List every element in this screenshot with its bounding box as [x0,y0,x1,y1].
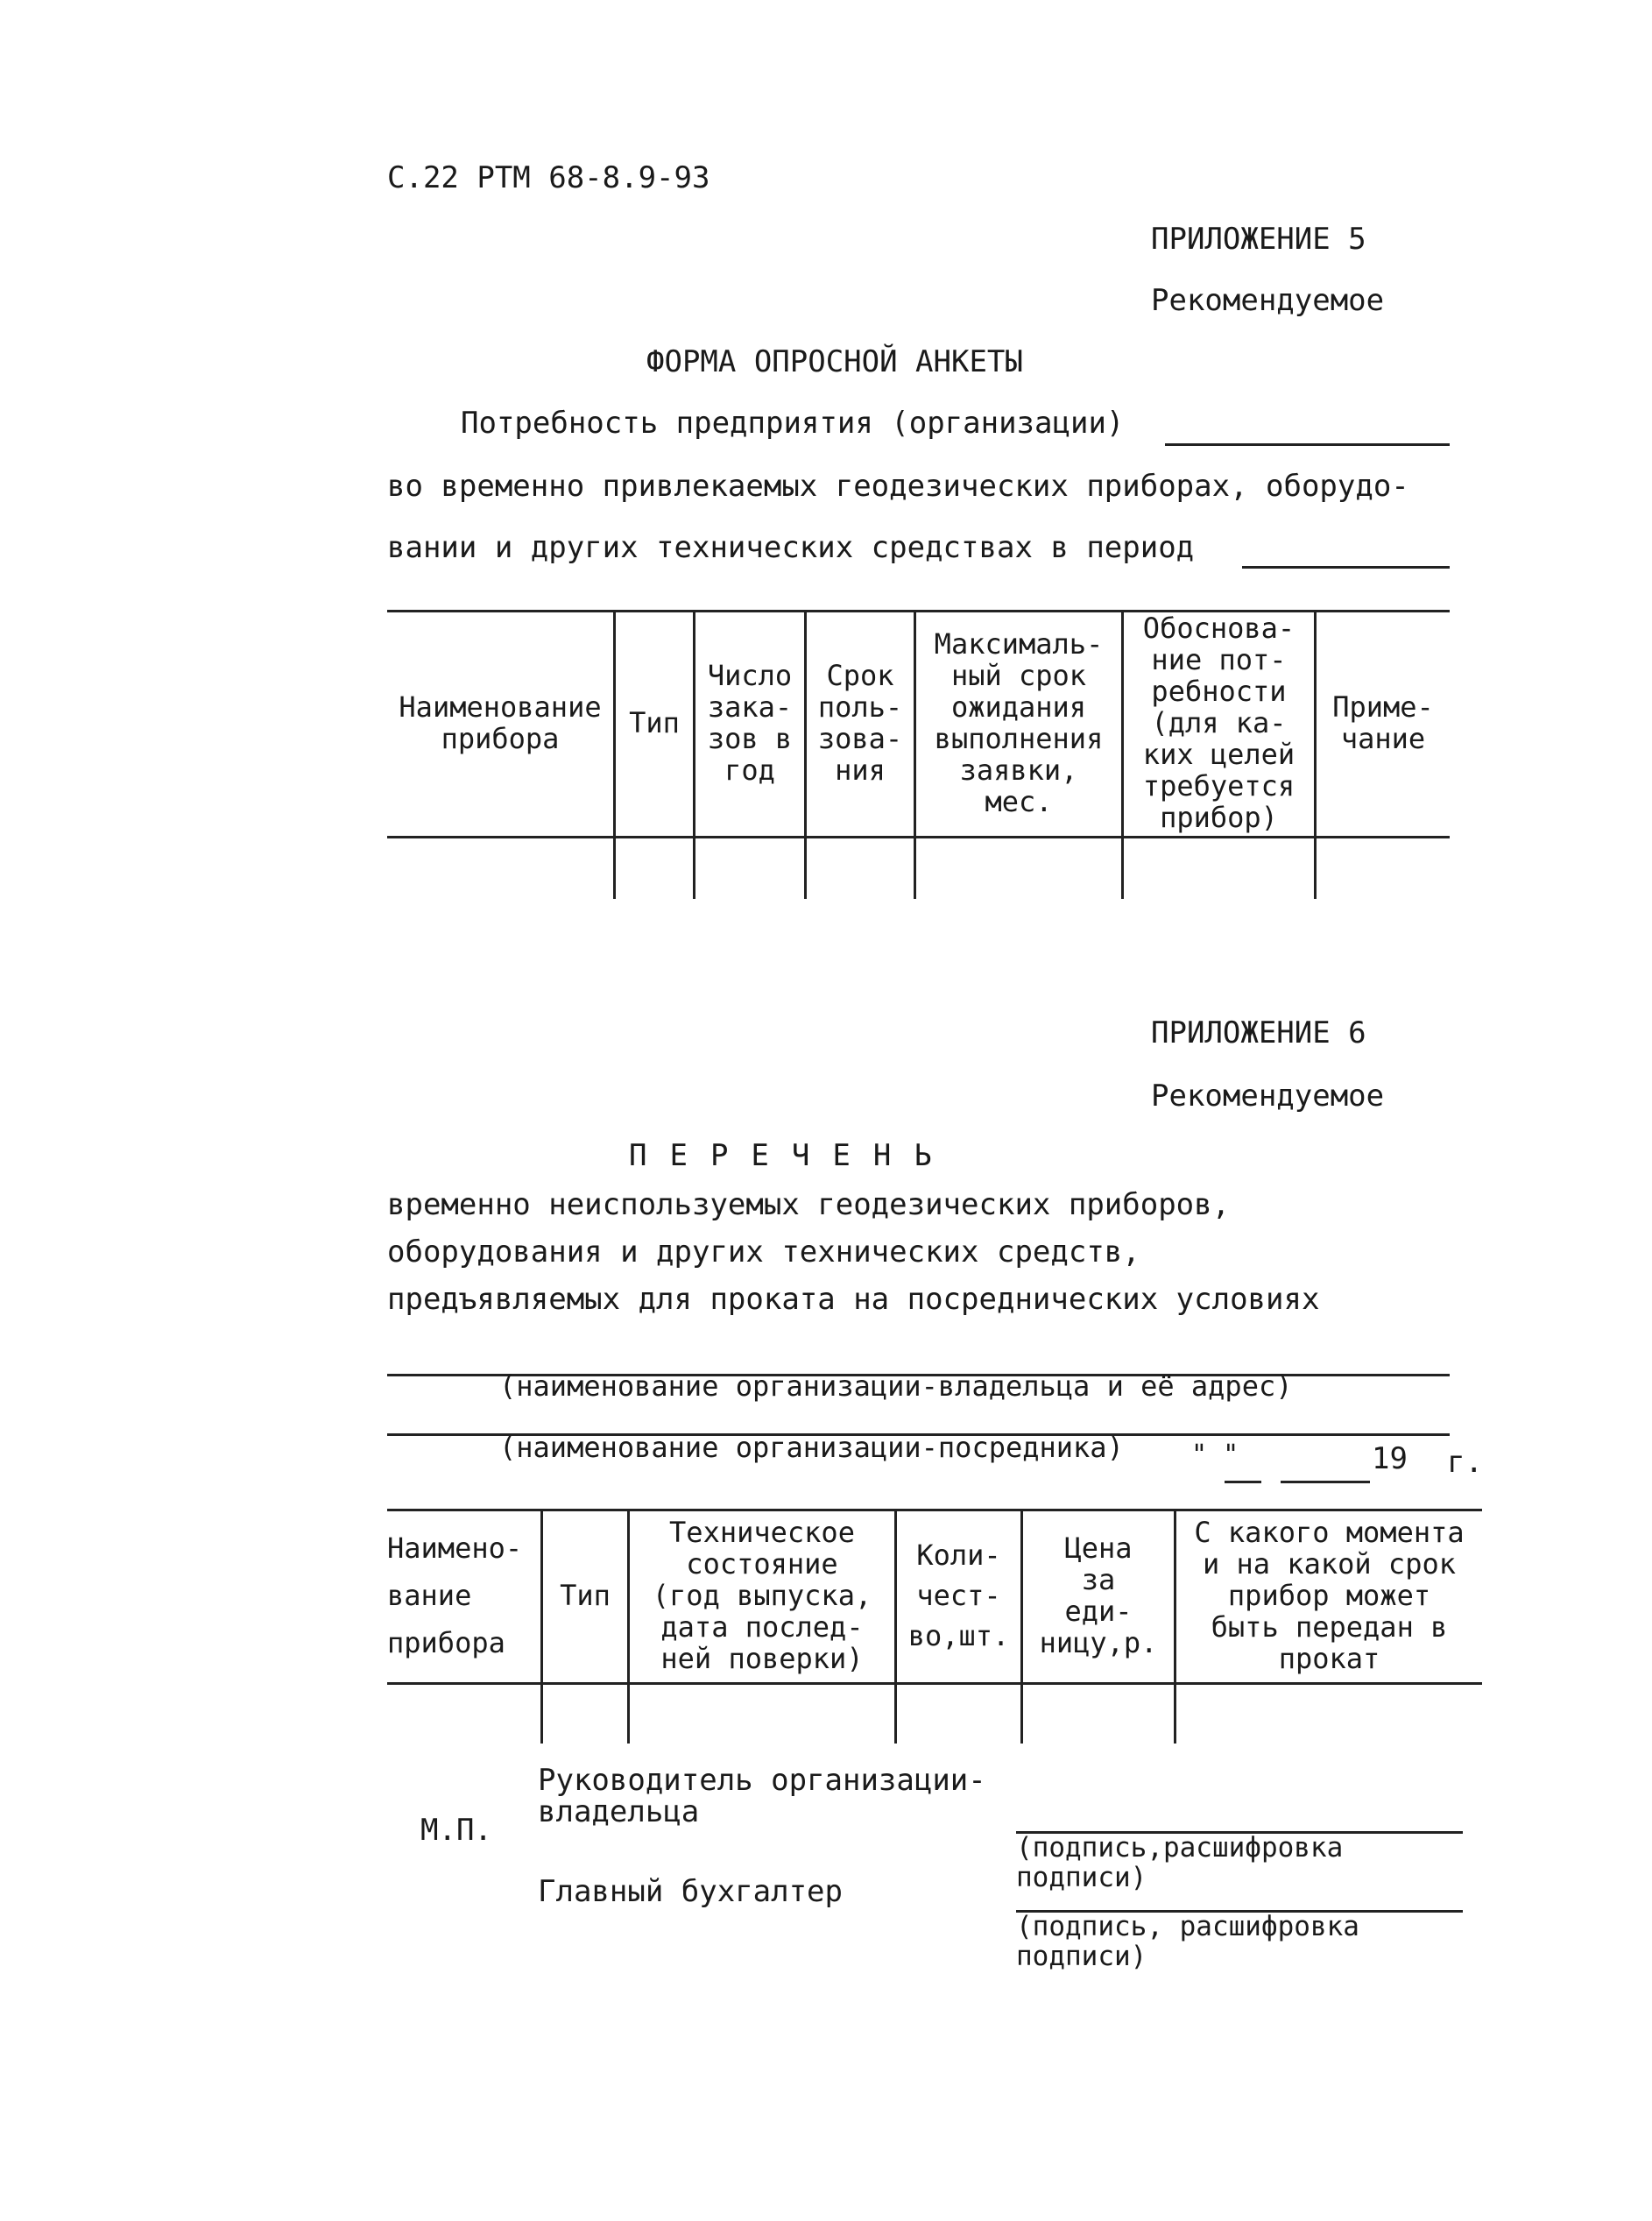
appendix-6-title: ПЕРЕЧЕНЬ [629,1138,955,1173]
list-line-2: оборудования и других технических средств, [387,1234,1140,1270]
column-header: Тип [629,706,680,739]
column-header: Число зака- зов в год [707,659,793,787]
appendix-6-label: ПРИЛОЖЕНИЕ 6 [1151,1015,1366,1050]
period-blank-line [1242,566,1450,569]
column-header: Наименование прибора [399,690,602,755]
column-header: Наимено- вание прибора [387,1531,523,1659]
list-line-3: предъявляемых для проката на посреднических условиях [387,1282,1320,1317]
column-header: Максималь- ный срок ожидания выполнения заявки, мес. [934,627,1104,818]
organization-blank-line [1165,443,1450,446]
date-quotes: " " [1191,1439,1239,1470]
accountant-signature-caption: (подпись, расшифровка подписи) [1016,1911,1359,1972]
date-month-blank [1281,1481,1370,1483]
questionnaire-line-3: вании и других технических средствах в период [387,530,1195,565]
questionnaire-line-1: Потребность предприятия (организации) [461,406,1125,441]
column-header: Техническое состояние (год выпуска, дата послед- ней поверки) [652,1516,872,1675]
appendix-5-title: ФОРМА ОПРОСНОЙ АНКЕТЫ [646,344,1023,379]
owner-caption: (наименование организации-владельца и её адрес) [499,1369,1293,1403]
table-header-rule [387,836,1450,838]
column-header: Обоснова- ние пот- ребности (для ка- ких целей требуется прибор) [1142,612,1295,834]
chief-accountant-label: Главный бухгалтер [538,1874,843,1909]
appendix-6-status: Рекомендуемое [1151,1079,1385,1114]
head-signature-caption: (подпись,расшифровка подписи) [1016,1832,1344,1893]
column-header: Срок поль- зова- ния [817,659,903,787]
questionnaire-line-2: во временно привлекаемых геодезических приборах, оборудо- [387,469,1409,504]
intermediary-caption: (наименование организации-посредника) [499,1431,1124,1464]
column-header: Цена за еди- ницу,р. [1039,1531,1158,1659]
column-header: Коли- чест- во,шт. [907,1538,1010,1652]
date-year: 19 [1372,1441,1408,1476]
head-of-owner-label: Руководитель организации- владельца [538,1763,986,1829]
page-reference: С.22 РТМ 68-8.9-93 [387,160,710,195]
column-header: Приме- чание [1332,690,1434,755]
date-day-blank [1225,1481,1261,1483]
appendix-5-label: ПРИЛОЖЕНИЕ 5 [1151,222,1366,257]
column-header: Тип [560,1579,611,1612]
list-line-1: временно неиспользуемых геодезических приборов, [387,1187,1231,1222]
column-header: С какого момента и на какой срок прибор может быть передан в прокат [1194,1516,1465,1675]
stamp-mark: М.П. [420,1813,492,1848]
table-header-rule [387,1682,1482,1685]
appendix-5-status: Рекомендуемое [1151,283,1385,318]
date-suffix: г. [1447,1445,1483,1480]
